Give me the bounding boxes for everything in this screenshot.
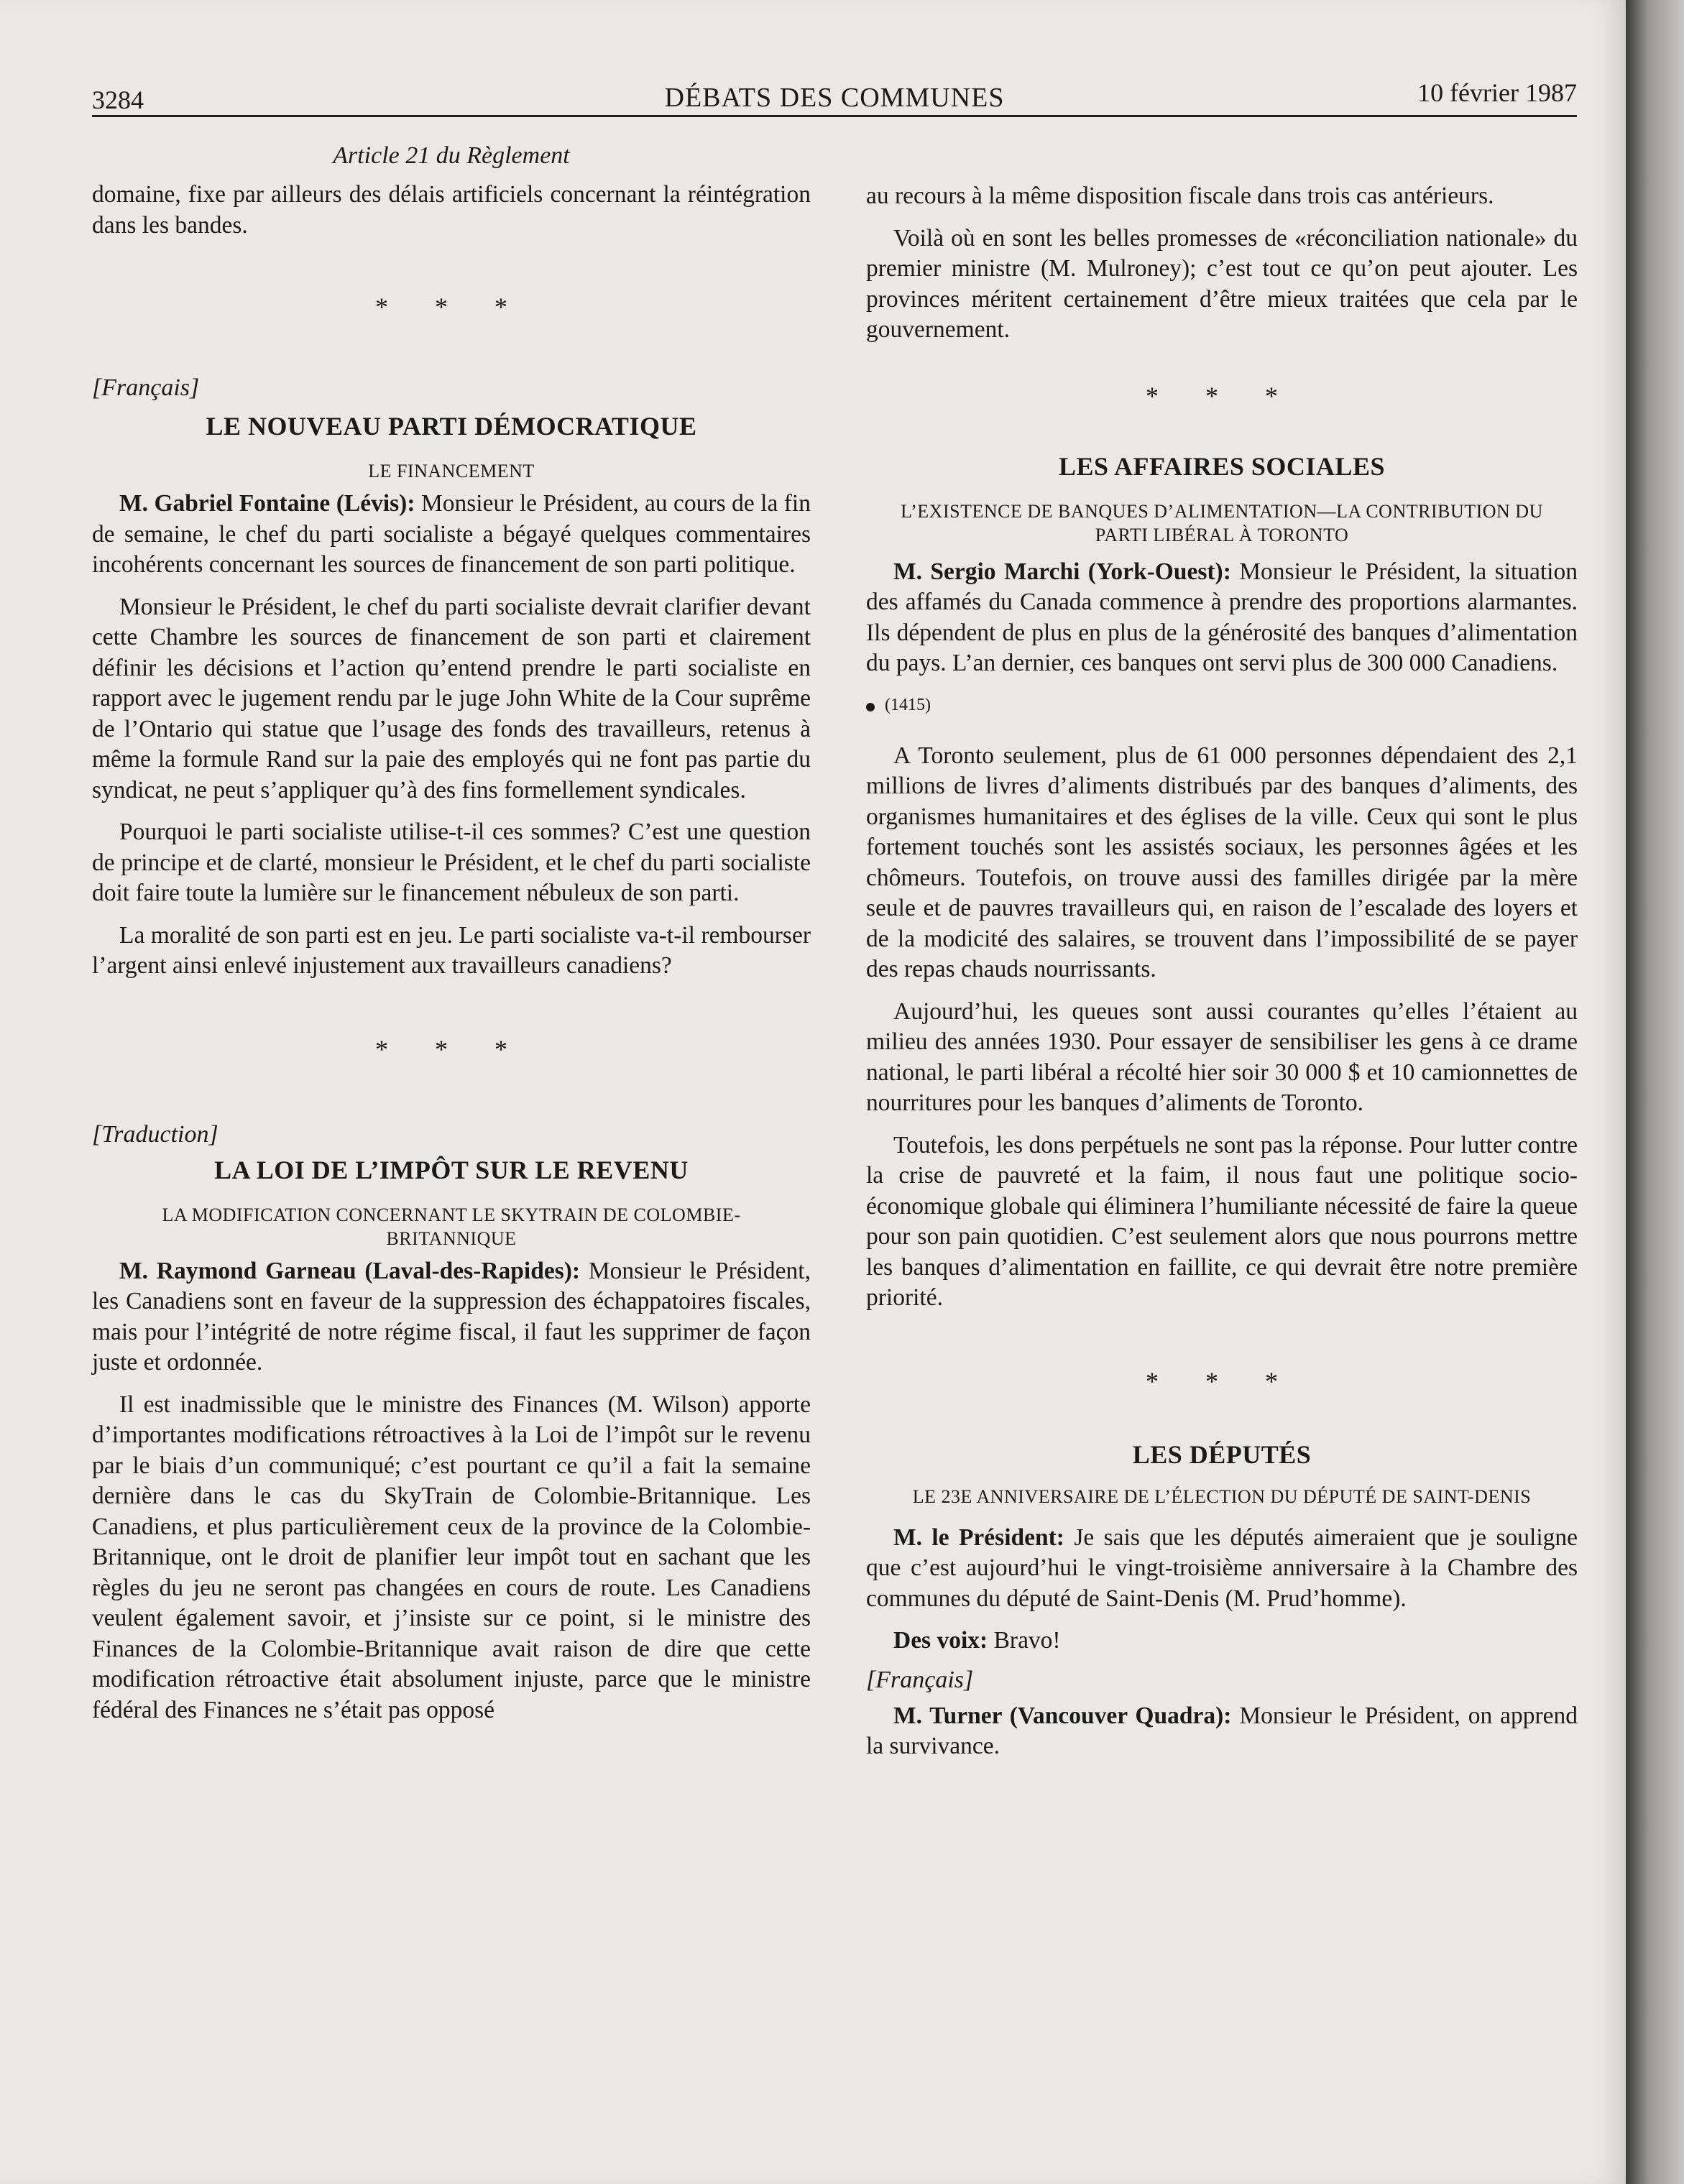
language-marker: [Français] — [92, 374, 200, 401]
bullet-icon — [866, 703, 875, 711]
continued-paragraph: domaine, fixe par ailleurs des délais artificiels concernant la réintégration dans les bandes. — [92, 181, 811, 239]
speaker-name: Des voix: — [893, 1627, 988, 1654]
speech-paragraph: Des voix: Bravo! — [893, 1627, 1061, 1654]
speech-paragraph: Il est inadmissible que le ministre des Finances (M. Wilson) apporte d’importantes modifications rétroactives à la Loi de l’impôt sur le revenu par le biais d’un communiqué; c’est pourtant ce qu’il a fait la semaine dernière dans le cas du SkyTrain de Colombie-Britannique. Les Canadiens, et plus particulièrement ceux de la province de la Colombie-Britannique, ont le droit de planifier leur impôt tout en sachant que les règles du jeu ne seront pas changées en cours de route. Les Canadiens veulent également savoir, et j’insiste sur ce point, si le ministre des Finances de la Colombie-Britannique avait raison de dire que cette modification rétroactive était absolument injuste, parce que le ministre fédéral des Finances ne s’était pas opposé — [92, 1391, 811, 1723]
section-subtitle: L’EXISTENCE DE BANQUES D’ALIMENTATION—LA CONTRIBUTION DU PARTI LIBÉRAL À TORONTO — [901, 500, 1543, 545]
article-reference: Article 21 du Règlement — [333, 142, 570, 169]
speaker-name: M. le Président: — [893, 1524, 1064, 1551]
journal-title: DÉBATS DES COMMUNES — [664, 83, 1005, 113]
section-subtitle: LE 23E ANNIVERSAIRE DE L’ÉLECTION DU DÉPUTÉ DE SAINT-DENIS — [912, 1485, 1532, 1507]
section-title: LES DÉPUTÉS — [1132, 1439, 1312, 1469]
left-column — [92, 141, 811, 1725]
speech-paragraph: La moralité de son parti est en jeu. Le parti socialiste va-t-il rembourser l’argent ainsi enlevé injustement aux travailleurs canadiens? — [92, 921, 811, 979]
continued-paragraph: au recours à la même disposition fiscale dans trois cas antérieurs. — [866, 183, 1494, 209]
section-title: LE NOUVEAU PARTI DÉMOCRATIQUE — [206, 412, 697, 441]
page-header — [92, 78, 1577, 118]
book-gutter — [1626, 0, 1684, 2184]
section-subtitle: LE FINANCEMENT — [368, 461, 535, 482]
speech-paragraph: M. Raymond Garneau (Laval-des-Rapides): Monsieur le Président, les Canadiens sont en faveur de la suppression des échappatoires fiscales, mais pour l’intégrité de notre régime fiscal, il faut les supprimer de façon juste et ordonnée. — [92, 1257, 811, 1376]
section-separator: * * * — [1146, 1366, 1298, 1396]
time-marker: (1415) — [866, 691, 1578, 719]
speech-paragraph: Pourquoi le parti socialiste utilise-t-il ces sommes? C’est une question de principe et de clarté, monsieur le Président, et le chef du parti socialiste doit faire toute la lumière sur le financement nébuleux de son parti. — [92, 819, 811, 906]
header-rule — [92, 115, 1577, 117]
continued-paragraph: Voilà où en sont les belles promesses de «réconciliation nationale» du premier ministre (M. Mulroney); c’est tout ce qu’on peut ajouter. Les provinces méritent certainement d’être mieux traitées que cela par le gouvernement. — [866, 224, 1578, 343]
speech-paragraph: M. Turner (Vancouver Quadra): Monsieur le Président, on apprend la survivance. — [866, 1702, 1578, 1759]
section-title: LES AFFAIRES SOCIALES — [1059, 451, 1385, 481]
section-title: LA LOI DE L’IMPÔT SUR LE REVENU — [214, 1155, 689, 1184]
speaker-name: M. Sergio Marchi (York-Ouest): — [893, 558, 1231, 585]
language-marker: [Français] — [866, 1666, 974, 1693]
section-separator: * * * — [375, 292, 528, 321]
section-separator: * * * — [375, 1034, 528, 1064]
speech-paragraph: Aujourd’hui, les queues sont aussi courantes qu’elles l’étaient au milieu des années 1930. Pour essayer de sensibiliser les gens à ce drame national, le parti libéral a récolté hier soir 30 000 $ et 10 camionnettes de nourritures pour les banques d’aliments de Toronto. — [866, 997, 1578, 1116]
speech-paragraph: M. Sergio Marchi (York-Ouest): Monsieur le Président, la situation des affamés du Canada commence à prendre des proportions alarmantes. Ils dépendent de plus en plus de la générosité des banques d’alimentation du pays. L’an dernier, ces banques ont servi plus de 300 000 Canadiens. — [866, 558, 1578, 676]
speech-paragraph: M. Gabriel Fontaine (Lévis): Monsieur le Président, au cours de la fin de semaine, le chef du parti socialiste a bégayé quelques commentaires incohérents concernant les sources de financement de son parti politique. — [92, 490, 811, 578]
speech-paragraph: Monsieur le Président, le chef du parti socialiste devrait clarifier devant cette Chambre les sources de financement de son parti et clairement définir les décisions et l’action qu’entend prendre le parti socialiste en rapport avec le jugement rendu par le juge John White de la Cour suprême de l’Ontario qui statue que l’usage des fonds des travailleurs, retenus à même la formule Rand sur la paie des employés qui ne font pas partie du syndicat, ne peut s’appliquer qu’à des fins formellement syndicales. — [92, 593, 811, 803]
language-marker: [Traduction] — [92, 1120, 218, 1148]
speech-paragraph: Toutefois, les dons perpétuels ne sont pas la réponse. Pour lutter contre la crise de pauvreté et la faim, il nous faut une politique socio-économique globale qui éliminera l’humiliante nécessité de faire la queue pour son pain quotidien. C’est seulement alors que nous pourrons mettre les banques d’alimentation en faillite, ce qui devrait être notre première priorité. — [866, 1131, 1578, 1311]
speaker-name: M. Turner (Vancouver Quadra): — [893, 1702, 1232, 1729]
speech-paragraph: A Toronto seulement, plus de 61 000 personnes dépendaient des 2,1 millions de livres d’aliments distribués par des banques d’aliments, des organismes humanitaires et des églises de la ville. Ceux qui sont le plus fortement touchés sont les assistés sociaux, les personnes âgées et les chômeurs. Toutefois, on trouve aussi des familles dirigée par la mère seule et de pauvres travailleurs qui, en raison de l’escalade des loyers et de la modicité des salaires, se trouvent dans l’impossibilité de se payer des repas chauds nourrissants. — [866, 742, 1578, 982]
section-subtitle: LA MODIFICATION CONCERNANT LE SKYTRAIN DE COLOMBIE-BRITANNIQUE — [162, 1204, 741, 1249]
section-separator: * * * — [1146, 381, 1298, 410]
issue-date: 10 février 1987 — [1417, 78, 1577, 107]
speaker-name: M. Raymond Garneau (Laval-des-Rapides): — [119, 1257, 581, 1284]
page-number: 3284 — [92, 86, 144, 114]
speaker-name: M. Gabriel Fontaine (Lévis): — [119, 490, 415, 517]
speech-paragraph: M. le Président: Je sais que les députés aimeraient que je souligne que c’est aujourd’hui le vingt-troisième anniversaire à la Chambre des communes du député de Saint-Denis (M. Prud’homme). — [866, 1524, 1578, 1612]
right-column — [866, 141, 1578, 1762]
